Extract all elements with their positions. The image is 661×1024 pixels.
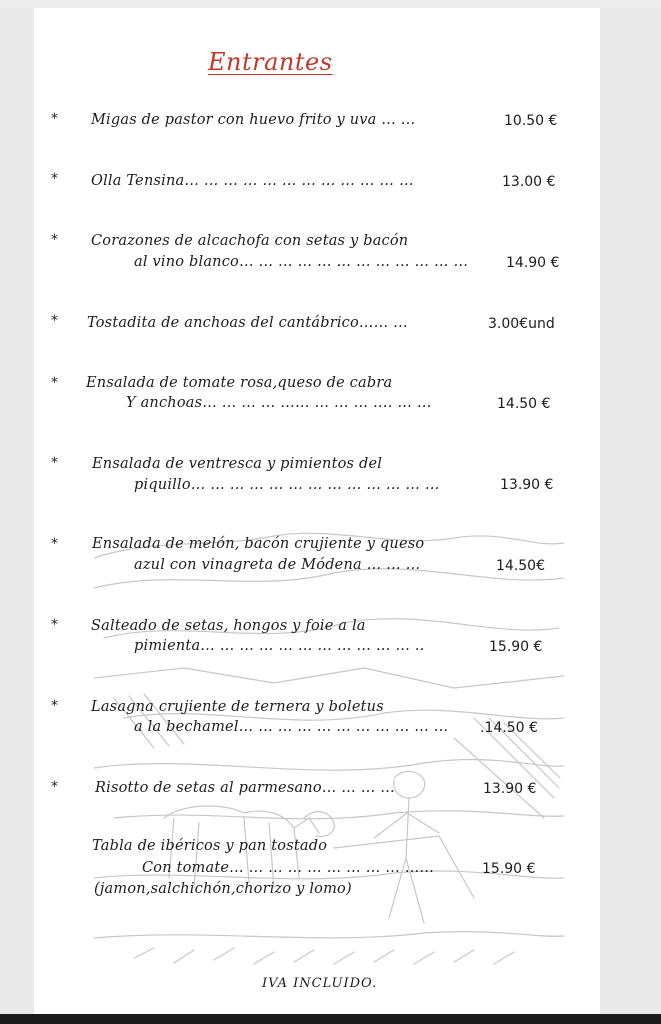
bullet-icon: * (51, 779, 58, 795)
menu-item-name: Lasagna crujiente de ternera y boletus (91, 699, 384, 715)
bullet-icon: * (51, 698, 58, 714)
bullet-icon: * (51, 375, 58, 391)
menu-title: Entrantes (208, 48, 333, 76)
menu-item-name-cont: Con tomate… … … … … … … … … …… (142, 860, 435, 876)
menu-item-name: Risotto de setas al parmesano… … … … (95, 780, 395, 796)
bullet-icon: * (51, 455, 58, 471)
menu-item-name: Tostadita de anchoas del cantábrico…… … (87, 315, 408, 331)
menu-item-name-cont: piquillo… … … … … … … … … … … … … (134, 477, 440, 493)
menu-item-price: 3.00€und (488, 316, 555, 332)
tax-included-note: IVA INCLUIDO. (262, 976, 378, 991)
menu-item-price: 13.90 € (483, 781, 537, 797)
bullet-icon: * (51, 232, 58, 248)
menu-page (34, 8, 600, 1014)
menu-item-price: 14.50 € (497, 396, 551, 412)
menu-item-name-cont: azul con vinagreta de Módena … … … (134, 557, 421, 573)
menu-item-price: 13.00 € (502, 174, 556, 190)
menu-item-name: Ensalada de melón, bacón crujiente y queso (92, 536, 425, 552)
menu-item-name: Olla Tensina… … … … … … … … … … … … (91, 173, 414, 189)
bullet-icon: * (51, 313, 58, 329)
menu-item-name: Ensalada de ventresca y pimientos del (92, 456, 383, 472)
menu-item-name-cont: pimienta… … … … … … … … … … … .. (134, 638, 425, 654)
bullet-icon: * (51, 171, 58, 187)
menu-item-name-cont: a la bechamel… … … … … … … … … … … (134, 719, 449, 735)
menu-item-price: 14.50€ (496, 558, 545, 574)
menu-item-name: Tabla de ibéricos y pan tostado (92, 838, 328, 854)
bottom-bar (0, 1014, 661, 1024)
menu-item-price: 10.50 € (504, 113, 558, 129)
menu-item-price: 14.90 € (506, 255, 560, 271)
background-illustration (94, 518, 564, 998)
menu-item-name-cont: Y anchoas… … … … …… … … … …. … … (126, 395, 432, 411)
top-bar (0, 0, 661, 8)
menu-item-price: 15.90 € (482, 861, 536, 877)
menu-item-price: .14.50 € (480, 720, 538, 736)
menu-item-name: Ensalada de tomate rosa,queso de cabra (86, 375, 393, 391)
menu-item-price: 13.90 € (500, 477, 554, 493)
menu-item-name-cont: al vino blanco… … … … … … … … … … … … (134, 254, 469, 270)
menu-item-name: Migas de pastor con huevo frito y uva … … (91, 112, 416, 128)
menu-item-price: 15.90 € (489, 639, 543, 655)
menu-item-description: (jamon,salchichón,chorizo y lomo) (94, 881, 352, 897)
menu-item-name: Corazones de alcachofa con setas y bacón (91, 233, 409, 249)
bullet-icon: * (51, 617, 58, 633)
menu-item-name: Salteado de setas, hongos y foie a la (91, 618, 366, 634)
bullet-icon: * (51, 536, 58, 552)
bullet-icon: * (51, 111, 58, 127)
